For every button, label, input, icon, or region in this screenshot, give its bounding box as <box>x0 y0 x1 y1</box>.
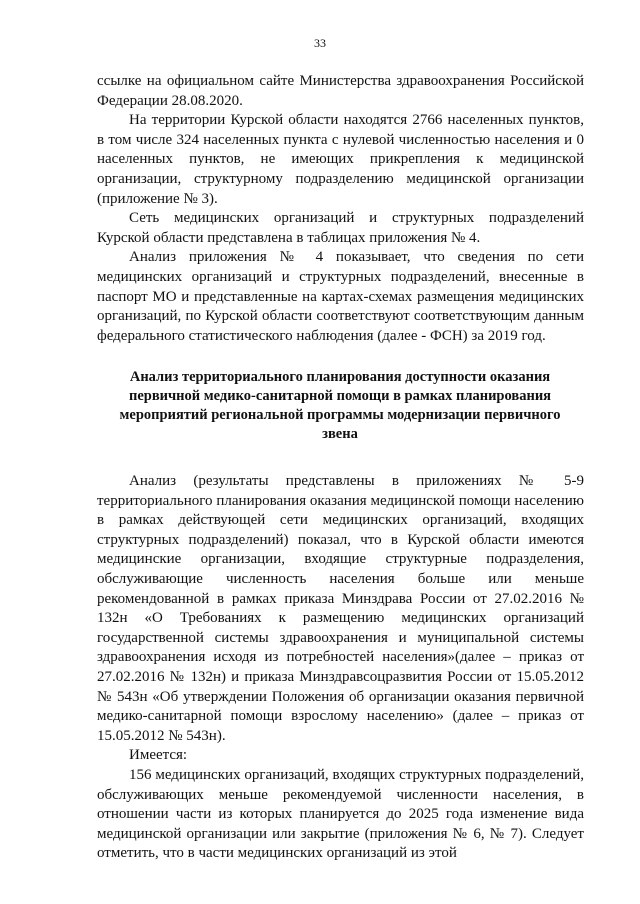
intro-text-block <box>97 72 584 346</box>
paragraph-analysis-results: Анализ (результаты представлены в приложениях № 5-9 территориального планирования оказания медицинской помощи населению в рамках действующей сети медицинских организаций, входящих структурных подразделений) показал, что в Курской области имеются медицинские организации, входящие структурные подразделения, обслуживающие численность населения больше или меньше рекомендованной в рамках приказа Минздрава России от 27.02.2016 № 132н «О Требованиях к размещению медицинских организаций государственной системы здравоохранения и муниципальной системы здравоохранения исходя из потребностей населения»(далее – приказ от 27.02.2016 № 132н) и приказа Минздравсоцразвития России от 15.05.2012 № 543н «Об утверждении Положения об организации оказания первичной медико-санитарной помощи взрослому населению» (далее – приказ от 15.05.2012 № 543н). <box>97 473 584 744</box>
paragraph-settlements: На территории Курской области находятся 2766 населенных пунктов, в том числе 324 населенных пункта с нулевой численностью населения и 0 населенных пунктов, не имеющих прикрепления к медицинской организации, структурному подразделению медицинской организации (приложение № 3). <box>97 112 584 207</box>
analysis-text-block <box>97 472 584 864</box>
section-heading: Анализ территориального планирования доступности оказания первичной медико-санитарной помощи в рамках планирования мероприятий региональной программы модернизации первичного звена <box>119 369 561 442</box>
paragraph-network: Сеть медицинских организаций и структурных подразделений Курской области представлена в таблицах приложения № 4. <box>97 210 584 246</box>
paragraph-analysis-appendix-4: Анализ приложения № 4 показывает, что сведения по сети медицинских организаций и структурных подразделений, внесенные в паспорт МО и представленные на картах-схемах размещения медицинских организаций, по Курской области соответствуют соответствующим данным федерального статистического наблюдения (далее - ФСН) за 2019 год. <box>97 249 584 344</box>
page-number: 33 <box>314 36 326 50</box>
paragraph-available: Имеется: <box>129 747 188 764</box>
paragraph-156-organizations: 156 медицинских организаций, входящих структурных подразделений, обслуживающих меньше рекомендуемой численности населения, в отношении части из которых планируется до 2025 года изменение вида медицинской организации или закрытие (приложения № 6, № 7). Следует отметить, что в части медицинских организаций из этой <box>97 766 584 862</box>
paragraph-continuation: ссылке на официальном сайте Министерства здравоохранения Российской Федерации 28.08.2020. <box>97 73 584 109</box>
